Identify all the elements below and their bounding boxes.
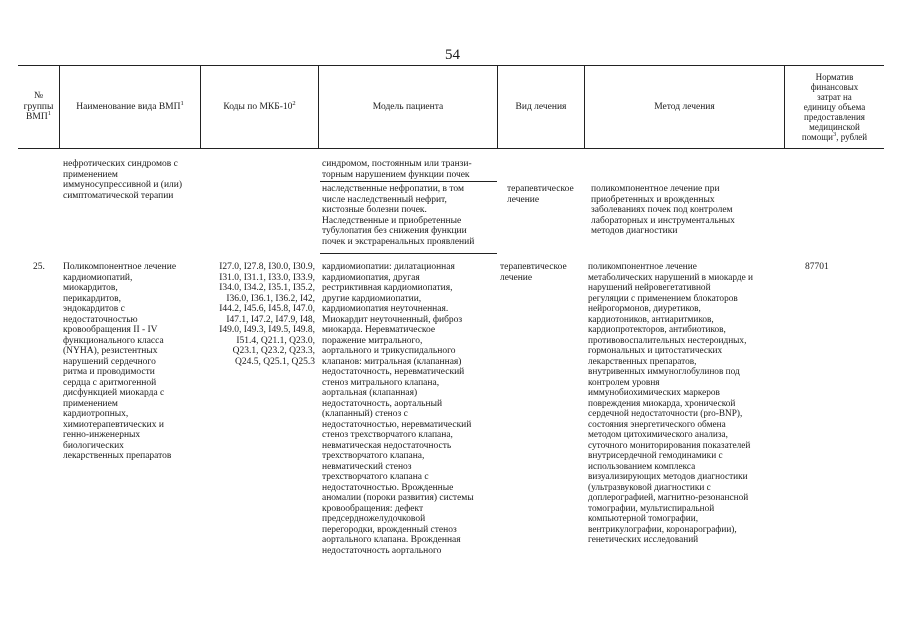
row25-cost: 87701	[805, 262, 829, 272]
cont-model: наследственные нефропатии, в том числе наследственный нефрит, кистозные болезни почек. Наследственные и приобретенные тубулопатия без снижения функции почек и экстраренальных проявлений	[322, 184, 475, 247]
header-group-no: № группы ВМП$^1$	[23, 91, 54, 123]
header-treatment-type: Вид лечения	[515, 101, 567, 112]
cont-vmp-name: нефротических синдромов с применением иммуносупрессивной и (или) симптоматической терапии	[63, 159, 183, 201]
row-separator	[320, 253, 497, 254]
header-treatment-method: Метод лечения	[654, 101, 715, 112]
cont-treatment-type: терапевтическое лечение	[507, 184, 574, 205]
header-icd-codes: Коды по МКБ-$10^2$	[223, 99, 296, 112]
page-number: 54	[445, 47, 460, 63]
cont-treatment-method: поликомпонентное лечение при приобретенных и врожденных заболеваниях почек под контролем лабораторных и инструментальных методов диагностики	[591, 184, 735, 236]
header-cost-norm: Норматив финансовых затрат на единицу объема предоставления медицинской помощи$^3$, рублей	[801, 72, 868, 142]
row25-patient-model: кардиомиопатии: дилатационная кардиомиопатия, другая рестриктивная кардиомиопатия, другие кардиомиопатии, кардиомиопатия неуточненная. Миокардит неуточненный, фиброз миокарда. Неревматическое поражение митрального, аортального и трикуспидального клапанов: митральная (клапанная) недостаточность, неревматический стеноз митрального клапана, аортальная (клапанная) недостаточность, аортальный (клапанный) стеноз с недостаточностью, неревматический стеноз трехстворчатого клапана, невматическая недостаточность трехстворчатого клапана, невматический стеноз трехстворчатого клапана с недостаточностью. Врожденные аномалии (пороки развития) системы кровообращения: дефект предсердножелудочковой перегородки, врожденный стеноз аортального клапана. Врожденная недостаточность аортального	[322, 262, 474, 556]
row25-icd-codes: I27.0, I27.8, I30.0, I30.9, I31.0, I31.1, I33.0, I33.9, I34.0, I34.2, I35.1, I35.2, I36.0, I36.1, I36.2, I42, I44.2, I45.6, I45.8, I47.0, I47.1, I47.2, I47.9, I48, I49.0, I49.3, I49.5, I49.8, I51.4, Q21.1, Q23.0, Q23.1, Q23.2, Q23.3, Q24.5, Q25.1, Q25.3	[219, 262, 315, 367]
header-patient-model: Модель пациента	[372, 101, 444, 112]
row25-treatment-method: поликомпонентное лечение метаболических нарушений в миокарде и нарушений нейровегетативной регуляции с применением блокаторов нейрогормонов, диуретиков, кардиотоников, антиаритмиков, кардиопротекторов, антибиотиков, противовоспалительных нестероидных, гормональных и цитостатических лекарственных препаратов, внутривенных иммуноглобулинов под контролем уровня иммунобиохимических маркеров повреждения миокарда, хронической сердечной недостаточности (pro-BNP), состояния энергетического обмена методом цитохимического анализа, суточного мониторирования показателей внутрисердечной гемодинамики с использованием комплекса визуализирующих методов диагностики (ультразвуковой диагностики с доплерографией, магнитно-резонансной томографии, мультиспиральной компьютерной томографии, вентрикулографии, коронарографии), генетических исследований	[588, 262, 754, 545]
cont-model-top: синдромом, постоянным или транзи- торным нарушением функции почек	[322, 159, 472, 180]
row25-treatment-type: терапевтическое лечение	[500, 262, 567, 283]
header-vmp-name: Наименование вида ВМП$^1$	[76, 99, 184, 112]
cont-model-separator	[320, 181, 497, 182]
header-bottom-rule	[18, 148, 884, 149]
row25-group-no: 25.	[33, 262, 45, 272]
row25-vmp-name: Поликомпонентное лечение кардиомиопатий, миокардитов, перикардитов, эндокардитов с недостаточностью кровообращения II - IV функционального класса (NYHA), резистентных нарушений сердечного ритма и проводимости сердца с аритмогенной дисфункцией миокарда с применением кардиотропных, химиотерапевтических и генно-инженерных биологических лекарственных препаратов	[63, 262, 177, 461]
